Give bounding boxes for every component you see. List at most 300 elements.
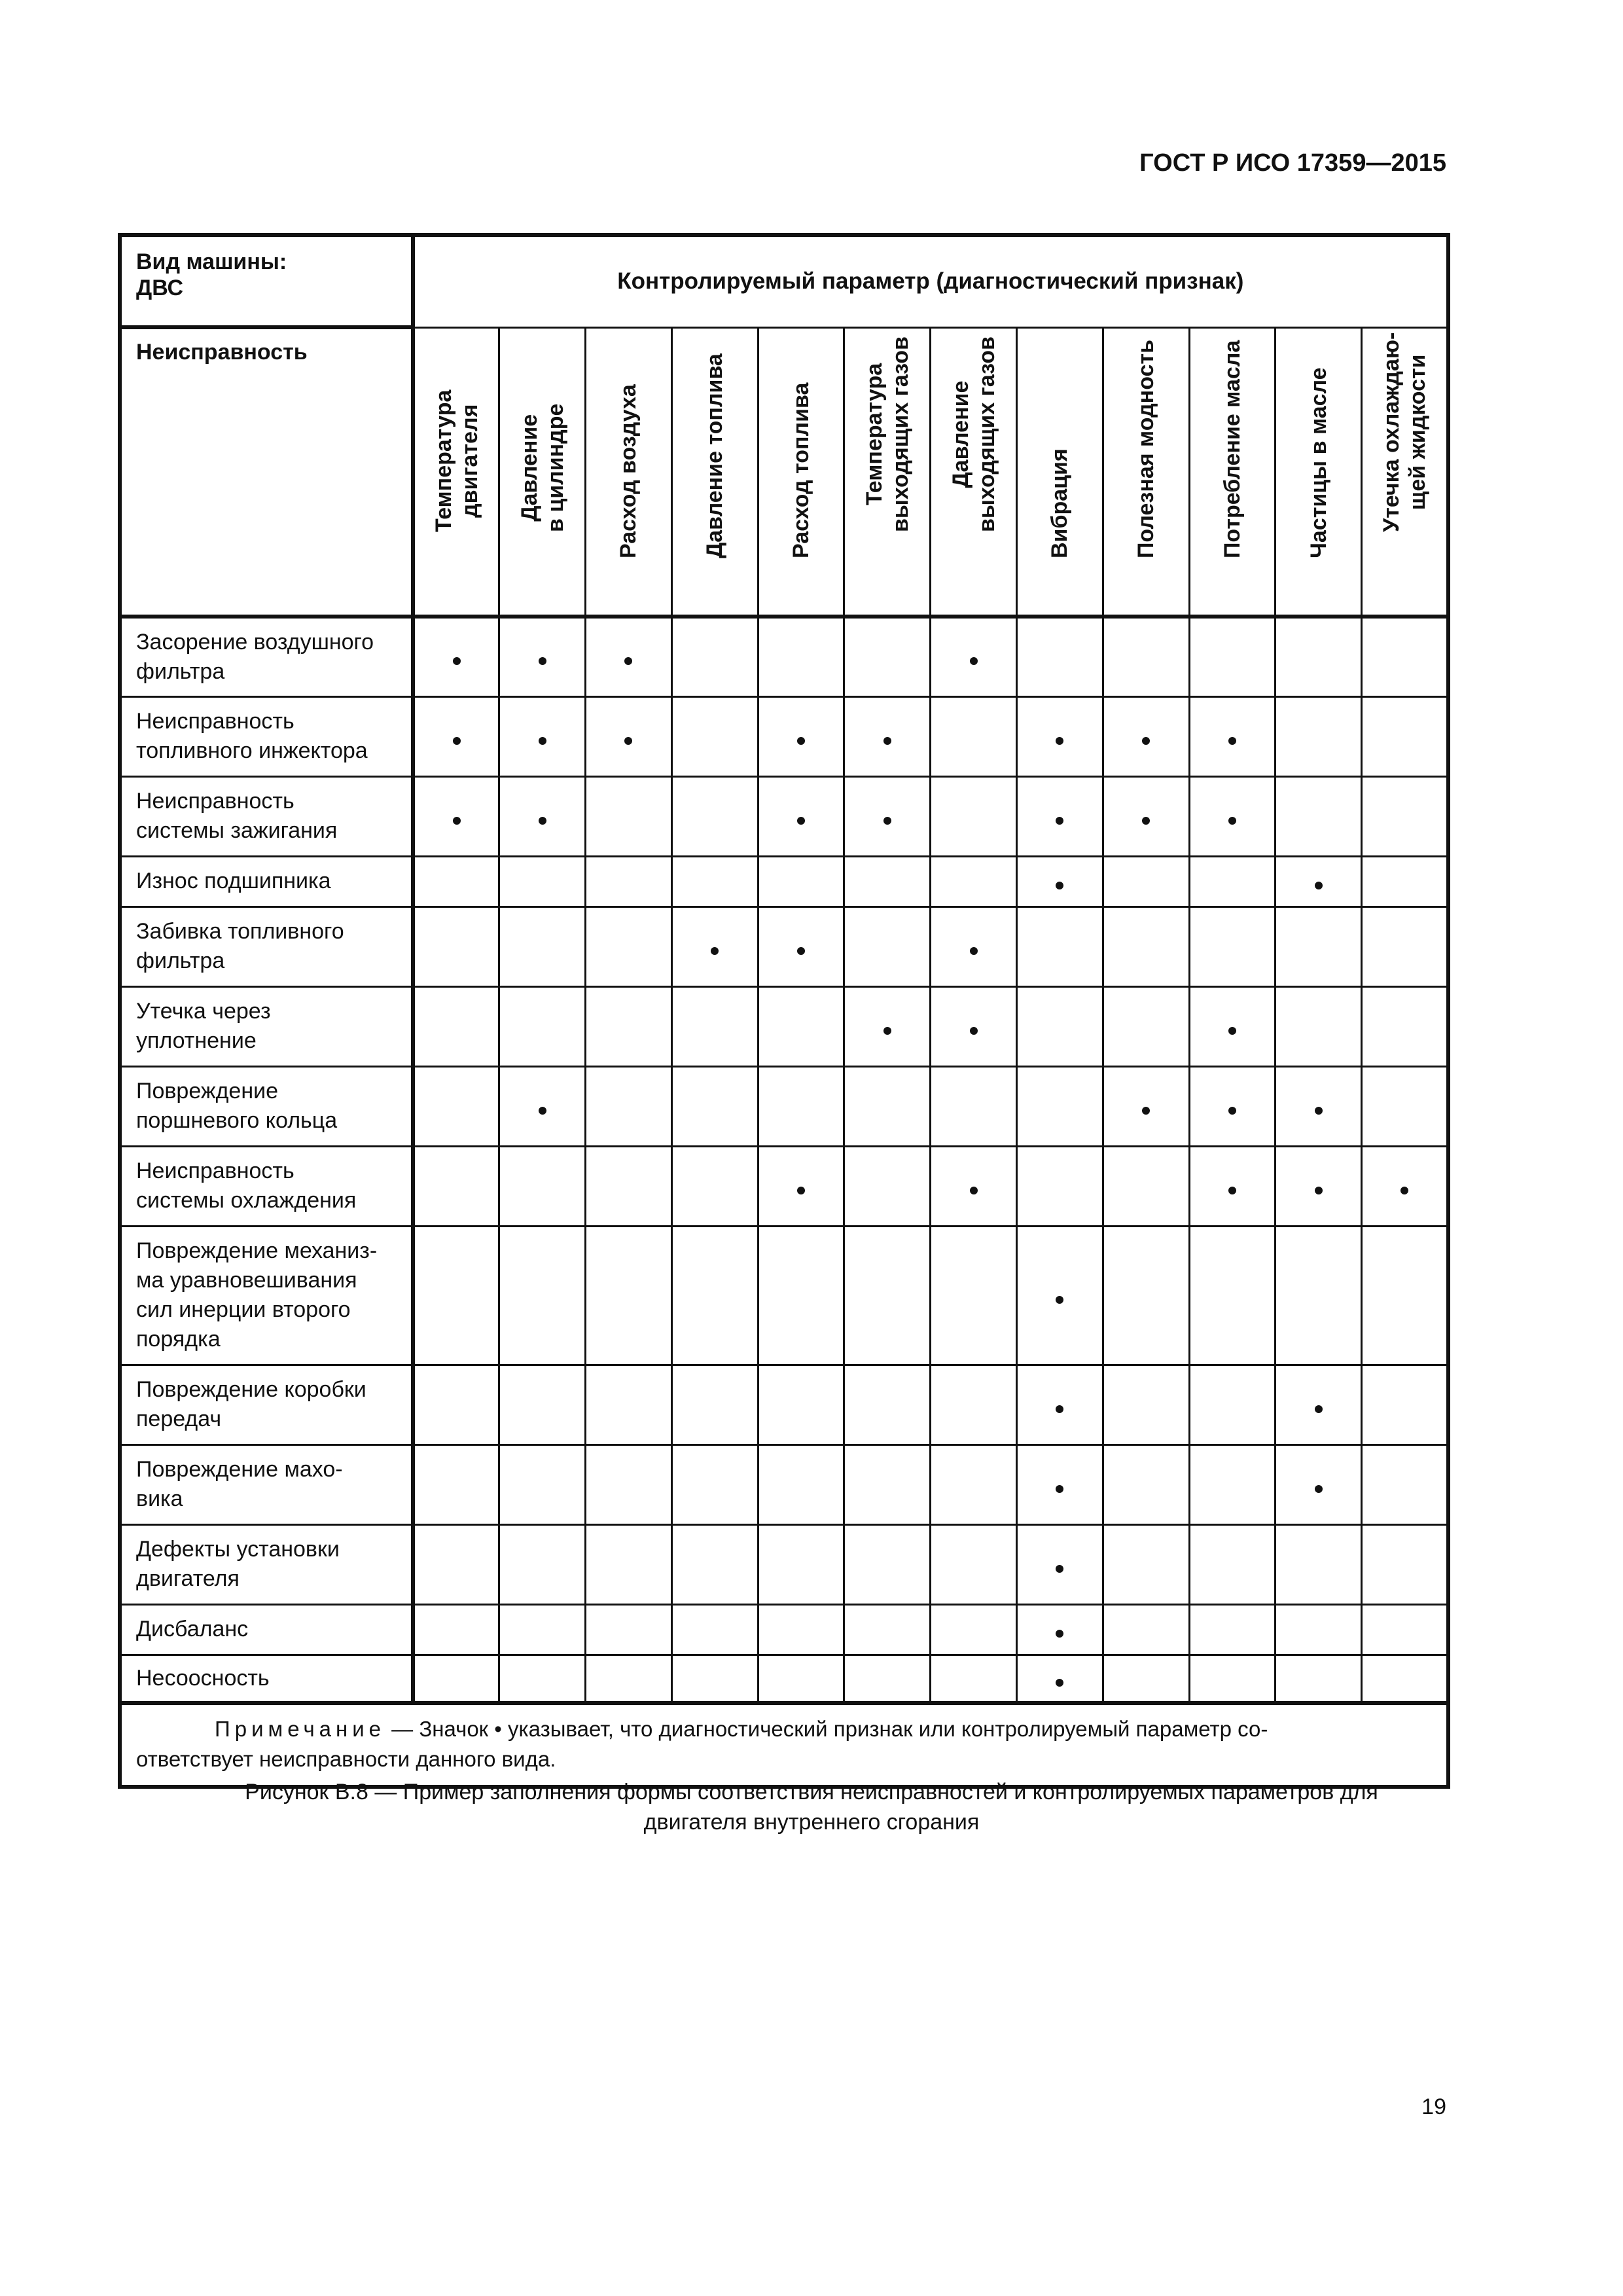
mark-dot-icon bbox=[1056, 1405, 1063, 1413]
mark-dot-icon bbox=[883, 1027, 891, 1035]
mark-cell bbox=[1189, 1226, 1275, 1365]
column-header-label bbox=[615, 384, 641, 558]
mark-cell bbox=[844, 986, 931, 1066]
mark-cell bbox=[1275, 1365, 1362, 1444]
mark-cell bbox=[1103, 906, 1189, 986]
fault-name-line: Неисправность bbox=[136, 1158, 294, 1183]
mark-cell bbox=[1017, 617, 1103, 696]
mark-cell bbox=[844, 696, 931, 776]
mark-cell bbox=[499, 1146, 586, 1226]
column-header-label bbox=[948, 336, 1000, 532]
mark-cell bbox=[931, 1604, 1017, 1655]
mark-dot-icon bbox=[1228, 1027, 1236, 1035]
mark-dot-icon bbox=[797, 1187, 805, 1194]
mark-dot-icon bbox=[1400, 1187, 1408, 1194]
mark-dot-icon bbox=[1056, 1679, 1063, 1687]
mark-cell bbox=[1275, 906, 1362, 986]
fault-name-cell bbox=[120, 1604, 413, 1655]
mark-cell bbox=[413, 1604, 499, 1655]
fault-name-cell bbox=[120, 856, 413, 906]
mark-dot-icon bbox=[1228, 737, 1236, 745]
mark-cell bbox=[499, 906, 586, 986]
mark-dot-icon bbox=[1228, 1107, 1236, 1115]
mark-cell bbox=[1362, 1066, 1448, 1146]
mark-dot-icon bbox=[453, 817, 461, 825]
note-label: Примечание bbox=[215, 1717, 386, 1741]
fault-name-line: передач bbox=[136, 1407, 222, 1431]
column-header bbox=[671, 327, 758, 617]
mark-dot-icon bbox=[1056, 882, 1063, 889]
mark-dot-icon bbox=[539, 657, 546, 665]
column-header-line: выходящих газов bbox=[887, 336, 913, 532]
fault-name-line: Неисправность bbox=[136, 789, 294, 814]
mark-cell bbox=[758, 1365, 844, 1444]
mark-cell bbox=[758, 1066, 844, 1146]
mark-cell bbox=[758, 696, 844, 776]
mark-cell bbox=[413, 1365, 499, 1444]
fault-name-line: Повреждение махо- bbox=[136, 1457, 343, 1482]
mark-cell bbox=[1017, 776, 1103, 856]
mark-cell bbox=[586, 617, 672, 696]
mark-cell bbox=[499, 1066, 586, 1146]
column-header-line: в цилиндре bbox=[543, 403, 568, 532]
mark-cell bbox=[586, 1066, 672, 1146]
mark-dot-icon bbox=[797, 947, 805, 955]
mark-cell bbox=[1362, 1444, 1448, 1524]
mark-cell bbox=[1103, 1444, 1189, 1524]
header-row-columns bbox=[120, 327, 1448, 617]
mark-dot-icon bbox=[1142, 817, 1150, 825]
fault-name-line: системы охлаждения bbox=[136, 1188, 357, 1213]
mark-cell bbox=[1017, 1444, 1103, 1524]
mark-dot-icon bbox=[1056, 1296, 1063, 1304]
mark-cell bbox=[1362, 776, 1448, 856]
fault-name-cell bbox=[120, 1444, 413, 1524]
mark-cell bbox=[586, 1524, 672, 1604]
column-header bbox=[931, 327, 1017, 617]
fault-name-line: Повреждение механиз- bbox=[136, 1238, 378, 1263]
table-row bbox=[120, 1146, 1448, 1226]
mark-cell bbox=[413, 1066, 499, 1146]
mark-cell bbox=[931, 776, 1017, 856]
mark-dot-icon bbox=[797, 737, 805, 745]
table-row bbox=[120, 1655, 1448, 1703]
column-header-line: выходящих газов bbox=[974, 336, 999, 532]
mark-cell bbox=[413, 986, 499, 1066]
fault-name-cell bbox=[120, 1226, 413, 1365]
mark-cell bbox=[931, 617, 1017, 696]
mark-cell bbox=[413, 1444, 499, 1524]
mark-cell bbox=[931, 696, 1017, 776]
mark-cell bbox=[1275, 856, 1362, 906]
column-header bbox=[499, 327, 586, 617]
note-cell bbox=[120, 1703, 1448, 1787]
mark-cell bbox=[1103, 856, 1189, 906]
mark-cell bbox=[586, 1655, 672, 1703]
mark-cell bbox=[1017, 1226, 1103, 1365]
figure-caption bbox=[124, 1777, 1499, 1837]
mark-cell bbox=[844, 617, 931, 696]
mark-cell bbox=[931, 1226, 1017, 1365]
column-header-line: Расход воздуха bbox=[616, 384, 641, 558]
mark-cell bbox=[671, 1655, 758, 1703]
mark-cell bbox=[1103, 986, 1189, 1066]
mark-cell bbox=[1189, 1655, 1275, 1703]
mark-cell bbox=[931, 856, 1017, 906]
mark-cell bbox=[586, 1365, 672, 1444]
mark-dot-icon bbox=[539, 737, 546, 745]
mark-cell bbox=[1017, 696, 1103, 776]
fault-name-cell bbox=[120, 776, 413, 856]
mark-cell bbox=[931, 1066, 1017, 1146]
mark-cell bbox=[586, 986, 672, 1066]
mark-cell bbox=[1189, 986, 1275, 1066]
note-row bbox=[120, 1703, 1448, 1787]
column-header bbox=[1189, 327, 1275, 617]
mark-cell bbox=[758, 1524, 844, 1604]
mark-cell bbox=[1189, 776, 1275, 856]
mark-cell bbox=[1103, 617, 1189, 696]
table-row bbox=[120, 906, 1448, 986]
mark-cell bbox=[671, 1365, 758, 1444]
mark-cell bbox=[1275, 617, 1362, 696]
header-row-top bbox=[120, 235, 1448, 327]
column-header-label bbox=[431, 390, 483, 532]
mark-cell bbox=[758, 776, 844, 856]
fault-name-cell bbox=[120, 1524, 413, 1604]
mark-dot-icon bbox=[1056, 1565, 1063, 1573]
mark-dot-icon bbox=[970, 1187, 978, 1194]
mark-cell bbox=[499, 776, 586, 856]
mark-cell bbox=[586, 776, 672, 856]
fault-name-line: Дисбаланс bbox=[136, 1617, 249, 1641]
column-header-line: Утечка охлаждаю- bbox=[1378, 332, 1404, 532]
mark-cell bbox=[671, 906, 758, 986]
note-text-1: — Значок • указывает, что диагностический признак или контролируемый параметр со- bbox=[385, 1717, 1268, 1741]
table-row bbox=[120, 1365, 1448, 1444]
table-row bbox=[120, 696, 1448, 776]
fault-name-line: ма уравновешивания bbox=[136, 1268, 357, 1293]
mark-dot-icon bbox=[970, 1027, 978, 1035]
fault-name-cell bbox=[120, 906, 413, 986]
table-row bbox=[120, 1226, 1448, 1365]
mark-cell bbox=[586, 1146, 672, 1226]
document-code: ГОСТ Р ИСО 17359—2015 bbox=[1139, 149, 1446, 177]
mark-cell bbox=[1103, 1365, 1189, 1444]
mark-dot-icon bbox=[797, 817, 805, 825]
mark-cell bbox=[931, 1365, 1017, 1444]
mark-cell bbox=[586, 696, 672, 776]
column-header-line: Расход топлива bbox=[789, 382, 814, 558]
mark-cell bbox=[1362, 906, 1448, 986]
mark-cell bbox=[1362, 1524, 1448, 1604]
mark-cell bbox=[413, 906, 499, 986]
mark-cell bbox=[1189, 1365, 1275, 1444]
mark-cell bbox=[931, 986, 1017, 1066]
mark-cell bbox=[931, 1444, 1017, 1524]
mark-dot-icon bbox=[1315, 1405, 1323, 1413]
mark-cell bbox=[1362, 986, 1448, 1066]
fault-name-line: двигателя bbox=[136, 1566, 240, 1591]
fault-name-line: Забивка топливного bbox=[136, 919, 344, 944]
table-row bbox=[120, 856, 1448, 906]
table-row bbox=[120, 617, 1448, 696]
column-header-line: Давление топлива bbox=[702, 353, 728, 558]
mark-dot-icon bbox=[1228, 817, 1236, 825]
mark-dot-icon bbox=[539, 1107, 546, 1115]
mark-cell bbox=[413, 1226, 499, 1365]
mark-cell bbox=[1103, 1655, 1189, 1703]
fault-name-line: Утечка через bbox=[136, 999, 271, 1024]
fault-name-line: порядка bbox=[136, 1327, 221, 1352]
mark-cell bbox=[671, 856, 758, 906]
fault-name-line: Неисправность bbox=[136, 709, 294, 734]
column-header-line: двигателя bbox=[457, 404, 482, 518]
mark-dot-icon bbox=[711, 947, 719, 955]
mark-cell bbox=[1103, 1524, 1189, 1604]
fault-name-line: Засорение воздушного bbox=[136, 629, 374, 655]
table-row bbox=[120, 1066, 1448, 1146]
fault-name-line: сил инерции второго bbox=[136, 1297, 351, 1322]
mark-cell bbox=[1017, 1365, 1103, 1444]
mark-cell bbox=[671, 1604, 758, 1655]
mark-cell bbox=[1275, 1444, 1362, 1524]
mark-cell bbox=[758, 1444, 844, 1524]
fault-name-cell bbox=[120, 1066, 413, 1146]
mark-cell bbox=[844, 776, 931, 856]
fault-name-cell bbox=[120, 617, 413, 696]
column-header-label bbox=[1133, 340, 1159, 558]
column-header bbox=[1362, 327, 1448, 617]
mark-dot-icon bbox=[1056, 817, 1063, 825]
table-body bbox=[120, 617, 1448, 1703]
mark-cell bbox=[1017, 1146, 1103, 1226]
column-header-line: Частицы в масле bbox=[1306, 367, 1331, 558]
column-header-label bbox=[788, 383, 814, 558]
page-number: 19 bbox=[1421, 2094, 1446, 2119]
machine-type-cell bbox=[120, 235, 413, 327]
mark-cell bbox=[1362, 696, 1448, 776]
mark-cell bbox=[844, 856, 931, 906]
mark-cell bbox=[413, 776, 499, 856]
mark-cell bbox=[1189, 1066, 1275, 1146]
mark-dot-icon bbox=[1142, 737, 1150, 745]
mark-cell bbox=[758, 856, 844, 906]
mark-dot-icon bbox=[1315, 1485, 1323, 1493]
column-header-line: Температура bbox=[861, 363, 887, 506]
column-header bbox=[1017, 327, 1103, 617]
caption-line-1: Рисунок В.8 — Пример заполнения формы соответствия неисправностей и контролируемых параметров для bbox=[245, 1780, 1378, 1804]
column-header-label bbox=[1306, 367, 1332, 558]
mark-dot-icon bbox=[1315, 1107, 1323, 1115]
mark-cell bbox=[758, 986, 844, 1066]
column-header bbox=[586, 327, 672, 617]
mark-cell bbox=[413, 1146, 499, 1226]
table-row bbox=[120, 986, 1448, 1066]
mark-cell bbox=[499, 696, 586, 776]
mark-cell bbox=[499, 1524, 586, 1604]
fault-parameter-table bbox=[118, 233, 1450, 1789]
table-row bbox=[120, 1604, 1448, 1655]
mark-cell bbox=[671, 1146, 758, 1226]
mark-cell bbox=[1017, 1524, 1103, 1604]
mark-cell bbox=[1103, 776, 1189, 856]
mark-cell bbox=[1103, 696, 1189, 776]
fault-name-cell bbox=[120, 1655, 413, 1703]
mark-cell bbox=[844, 1226, 931, 1365]
column-header bbox=[1103, 327, 1189, 617]
fault-name-cell bbox=[120, 696, 413, 776]
mark-cell bbox=[1103, 1146, 1189, 1226]
column-header-line: Температура bbox=[431, 389, 456, 532]
mark-cell bbox=[1103, 1604, 1189, 1655]
machine-type-label: Вид машины: bbox=[136, 249, 287, 274]
mark-dot-icon bbox=[1056, 1630, 1063, 1638]
mark-dot-icon bbox=[1315, 1187, 1323, 1194]
column-header-line: Вибрация bbox=[1047, 448, 1073, 558]
mark-cell bbox=[499, 1604, 586, 1655]
mark-cell bbox=[413, 856, 499, 906]
mark-cell bbox=[844, 1604, 931, 1655]
mark-cell bbox=[499, 1365, 586, 1444]
mark-cell bbox=[1017, 1655, 1103, 1703]
mark-cell bbox=[758, 1226, 844, 1365]
mark-cell bbox=[586, 1604, 672, 1655]
fault-name-line: уплотнение bbox=[136, 1028, 257, 1053]
fault-name-line: Повреждение bbox=[136, 1079, 279, 1103]
column-header-line: Полезная модность bbox=[1133, 340, 1159, 558]
column-header bbox=[758, 327, 844, 617]
mark-cell bbox=[1275, 1146, 1362, 1226]
fault-name-line: поршневого кольца bbox=[136, 1108, 338, 1133]
mark-dot-icon bbox=[453, 737, 461, 745]
column-header-line: Давление bbox=[948, 380, 973, 488]
mark-dot-icon bbox=[1142, 1107, 1150, 1115]
mark-cell bbox=[1275, 1524, 1362, 1604]
mark-cell bbox=[413, 696, 499, 776]
mark-dot-icon bbox=[539, 817, 546, 825]
mark-dot-icon bbox=[1056, 1485, 1063, 1493]
mark-cell bbox=[931, 906, 1017, 986]
table-row bbox=[120, 776, 1448, 856]
mark-dot-icon bbox=[1056, 737, 1063, 745]
fault-name-cell bbox=[120, 1146, 413, 1226]
mark-cell bbox=[1103, 1066, 1189, 1146]
mark-cell bbox=[844, 1365, 931, 1444]
mark-cell bbox=[499, 1226, 586, 1365]
parameter-header: Контролируемый параметр (диагностический признак) bbox=[413, 235, 1448, 327]
mark-cell bbox=[499, 1655, 586, 1703]
mark-cell bbox=[671, 1444, 758, 1524]
mark-cell bbox=[1362, 856, 1448, 906]
mark-cell bbox=[499, 617, 586, 696]
mark-dot-icon bbox=[883, 737, 891, 745]
mark-cell bbox=[758, 1146, 844, 1226]
fault-name-line: Повреждение коробки bbox=[136, 1377, 366, 1402]
mark-cell bbox=[586, 906, 672, 986]
fault-name-line: Износ подшипника bbox=[136, 869, 331, 893]
mark-cell bbox=[1017, 856, 1103, 906]
mark-cell bbox=[413, 617, 499, 696]
mark-dot-icon bbox=[624, 657, 632, 665]
mark-cell bbox=[586, 1226, 672, 1365]
mark-cell bbox=[1189, 696, 1275, 776]
mark-cell bbox=[1189, 617, 1275, 696]
column-header-line: Потребление масла bbox=[1220, 340, 1245, 558]
mark-cell bbox=[1275, 1066, 1362, 1146]
mark-cell bbox=[1362, 1226, 1448, 1365]
mark-cell bbox=[1275, 1604, 1362, 1655]
table-row bbox=[120, 1444, 1448, 1524]
mark-cell bbox=[1017, 906, 1103, 986]
column-header-label bbox=[1378, 332, 1431, 532]
mark-cell bbox=[758, 906, 844, 986]
mark-cell bbox=[1017, 1604, 1103, 1655]
fault-name-line: системы зажигания bbox=[136, 818, 338, 843]
mark-cell bbox=[671, 696, 758, 776]
column-header bbox=[413, 327, 499, 617]
caption-line-2: двигателя внутреннего сгорания bbox=[643, 1810, 980, 1835]
mark-cell bbox=[1275, 1655, 1362, 1703]
mark-cell bbox=[931, 1146, 1017, 1226]
mark-cell bbox=[1189, 1524, 1275, 1604]
note-text-2: ответствует неисправности данного вида. bbox=[136, 1747, 556, 1771]
mark-cell bbox=[671, 776, 758, 856]
column-header-label bbox=[1046, 448, 1073, 558]
mark-cell bbox=[1017, 1066, 1103, 1146]
mark-cell bbox=[586, 856, 672, 906]
mark-dot-icon bbox=[453, 657, 461, 665]
mark-cell bbox=[1362, 1604, 1448, 1655]
fault-name-line: топливного инжектора bbox=[136, 738, 368, 763]
mark-cell bbox=[844, 1524, 931, 1604]
mark-cell bbox=[1275, 986, 1362, 1066]
mark-cell bbox=[758, 1604, 844, 1655]
column-header-line: щей жидкости bbox=[1404, 354, 1430, 511]
mark-cell bbox=[1189, 856, 1275, 906]
mark-dot-icon bbox=[1315, 882, 1323, 889]
mark-cell bbox=[844, 906, 931, 986]
fault-header: Неисправность bbox=[120, 327, 413, 617]
mark-dot-icon bbox=[1228, 1187, 1236, 1194]
mark-cell bbox=[1362, 1146, 1448, 1226]
mark-cell bbox=[931, 1655, 1017, 1703]
fault-name-line: Несоосность bbox=[136, 1665, 270, 1691]
fault-name-line: вика bbox=[136, 1486, 183, 1511]
mark-cell bbox=[1362, 1365, 1448, 1444]
mark-cell bbox=[758, 617, 844, 696]
mark-cell bbox=[1103, 1226, 1189, 1365]
mark-cell bbox=[586, 1444, 672, 1524]
column-header-label bbox=[516, 404, 569, 532]
mark-cell bbox=[499, 856, 586, 906]
column-header bbox=[1275, 327, 1362, 617]
mark-cell bbox=[844, 1146, 931, 1226]
column-header bbox=[844, 327, 931, 617]
mark-cell bbox=[671, 617, 758, 696]
fault-name-line: фильтра bbox=[136, 658, 225, 684]
mark-cell bbox=[844, 1444, 931, 1524]
mark-dot-icon bbox=[883, 817, 891, 825]
mark-cell bbox=[1017, 986, 1103, 1066]
mark-cell bbox=[499, 1444, 586, 1524]
mark-cell bbox=[844, 1066, 931, 1146]
mark-cell bbox=[1362, 1655, 1448, 1703]
fault-name-line: Дефекты установки bbox=[136, 1537, 340, 1562]
mark-cell bbox=[1189, 1444, 1275, 1524]
table-row bbox=[120, 1524, 1448, 1604]
mark-cell bbox=[413, 1524, 499, 1604]
